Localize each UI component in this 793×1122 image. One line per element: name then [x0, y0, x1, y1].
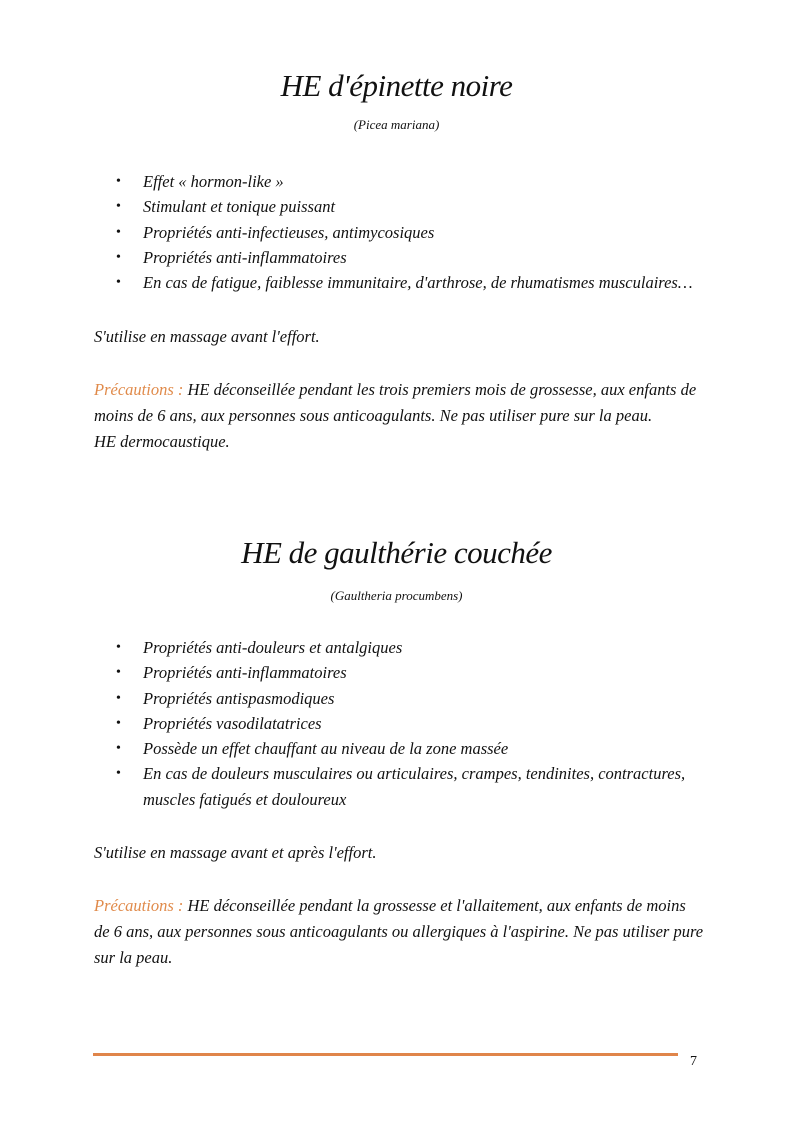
precautions-paragraph [94, 893, 704, 970]
precautions-text: HE déconseillée pendant les trois premiers mois de grossesse, aux enfants de moins de 6 ans, aux personnes sous anticoagulants. Ne pas utiliser pure sur la peau. [94, 380, 697, 425]
list-item: • Stimulant et tonique puissant [94, 194, 694, 219]
list-item: • Propriétés anti-inflammatoires [94, 245, 694, 270]
precautions-label: Précautions : [94, 380, 184, 399]
precautions-paragraph [94, 377, 704, 454]
precautions-extra: HE dermocaustique. [94, 431, 230, 451]
list-item: • Propriétés antispasmodiques [94, 686, 694, 711]
precautions-text: HE déconseillée pendant la grossesse et l'allaitement, aux enfants de moins de 6 ans, aux personnes sous anticoagulants ou allergiques à l'aspirine. Ne pas utiliser pure sur la peau. [94, 896, 704, 967]
footer-rule [93, 1053, 678, 1056]
section-title: HE d'épinette noire [280, 68, 513, 103]
page-number: 7 [690, 1054, 697, 1069]
list-item: • Propriétés anti-infectieuses, antimycosiques [94, 220, 694, 245]
list-item: • Propriétés anti-inflammatoires [94, 660, 694, 685]
latin-name: (Picea mariana) [353, 117, 440, 132]
list-item: • Effet « hormon-like » [94, 169, 694, 194]
property-list [94, 635, 694, 812]
list-item: • Possède un effet chauffant au niveau de la zone massée [94, 736, 694, 761]
list-item: • En cas de douleurs musculaires ou articulaires, crampes, tendinites, contractures, muscles fatigués et douloureux [94, 761, 694, 812]
list-item: • Propriétés vasodilatatrices [94, 711, 694, 736]
usage-text: S'utilise en massage avant et après l'effort. [94, 843, 377, 862]
precautions-label: Précautions : [94, 896, 184, 915]
latin-name: (Gaultheria procumbens) [330, 588, 463, 603]
usage-text: S'utilise en massage avant l'effort. [94, 327, 320, 346]
section-title: HE de gaulthérie couchée [241, 535, 552, 570]
list-item: • En cas de fatigue, faiblesse immunitaire, d'arthrose, de rhumatismes musculaires… [94, 270, 694, 295]
property-list [94, 169, 694, 295]
list-item: • Propriétés anti-douleurs et antalgiques [94, 635, 694, 660]
